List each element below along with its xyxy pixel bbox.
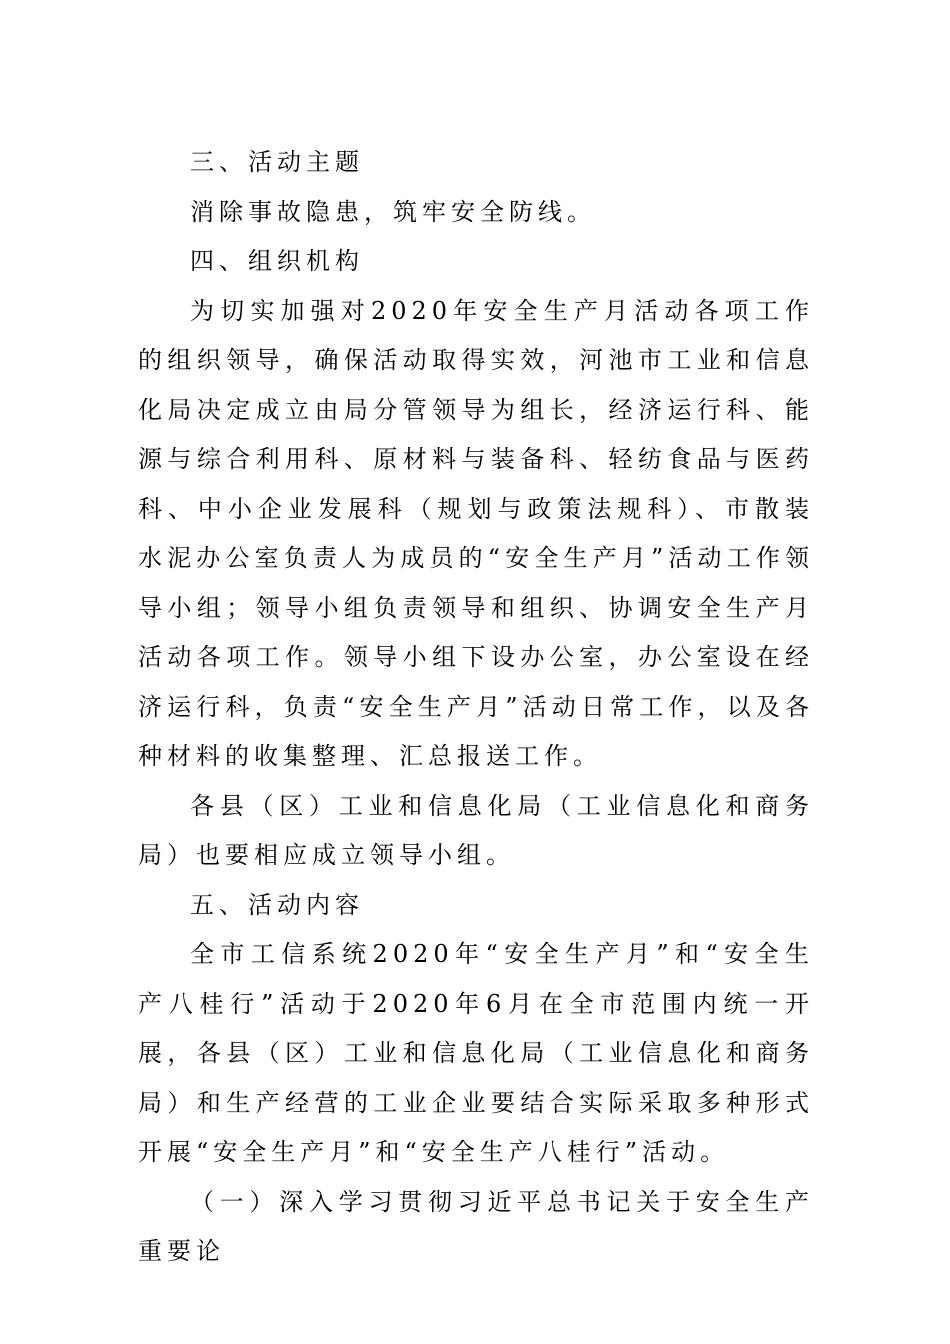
paragraph-content: 全市工信系统2020年“安全生产月”和“安全生产八桂行”活动于2020年6月在全市范围内统一开展，各县（区）工业和信息化局（工业信息化和商务局）和生产经营的工业企业要结合实际采取多种形式开展“安全生产月”和“安全生产八桂行”活动。	[138, 940, 814, 1166]
section-heading-organization: 四、组织机构	[190, 247, 364, 275]
document-body	[138, 138, 814, 1277]
paragraph-county-groups: 各县（区）工业和信息化局（工业信息化和商务局）也要相应成立领导小组。	[138, 791, 814, 869]
paragraph-subsection-1: （一）深入学习贯彻习近平总书记关于安全生产重要论	[138, 1187, 814, 1265]
paragraph-organization: 为切实加强对2020年安全生产月活动各项工作的组织领导，确保活动取得实效，河池市工业和信息化局决定成立由局分管领导为组长，经济运行科、能源与综合利用科、原材料与装备科、轻纺食品与医药科、中小企业发展科（规划与政策法规科）、市散装水泥办公室负责人为成员的“安全生产月”活动工作领导小组；领导小组负责领导和组织、协调安全生产月活动各项工作。领导小组下设办公室，办公室设在经济运行科，负责“安全生产月”活动日常工作，以及各种材料的收集整理、汇总报送工作。	[138, 296, 814, 770]
paragraph-theme: 消除事故隐患，筑牢安全防线。	[190, 197, 596, 226]
section-heading-content: 五、活动内容	[190, 890, 364, 919]
section-heading-theme: 三、活动主题	[190, 148, 364, 176]
